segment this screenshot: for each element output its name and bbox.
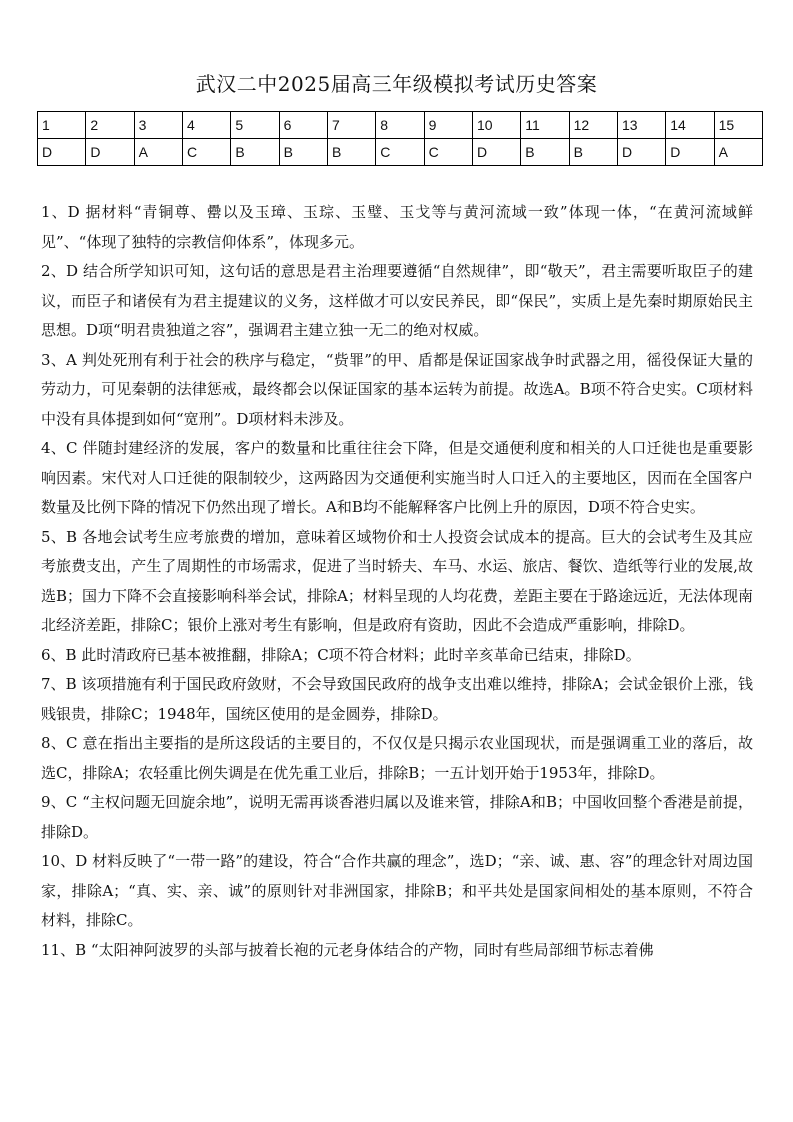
explanation-number: 3、A xyxy=(41,350,77,369)
table-cell: B xyxy=(569,139,617,166)
table-cell: 11 xyxy=(521,112,569,139)
table-cell: B xyxy=(521,139,569,166)
table-cell: B xyxy=(327,139,375,166)
explanations xyxy=(41,198,753,965)
explanation-paragraph xyxy=(41,641,753,671)
table-cell: C xyxy=(376,139,424,166)
explanation-paragraph xyxy=(41,198,753,257)
explanation-text: “太阳神阿波罗的头部与披着长袍的元老身体结合的产物，同时有些局部细节标志着佛 xyxy=(90,940,654,959)
table-cell: 15 xyxy=(714,112,762,139)
table-cell: 4 xyxy=(182,112,230,139)
table-cell: D xyxy=(472,139,520,166)
table-cell: C xyxy=(424,139,472,166)
explanation-number: 9、C xyxy=(41,793,78,811)
page-title: 武汉二中2025届高三年级模拟考试历史答案 xyxy=(195,72,598,96)
table-cell: 8 xyxy=(376,112,424,139)
table-cell: 9 xyxy=(424,112,472,139)
table-cell: A xyxy=(714,139,762,166)
table-cell: D xyxy=(86,139,134,166)
explanation-paragraph xyxy=(41,936,753,966)
explanation-paragraph xyxy=(41,346,753,435)
table-cell: 3 xyxy=(134,112,182,139)
explanation-number: 4、C xyxy=(41,439,78,457)
explanation-number: 1、D xyxy=(41,203,80,221)
table-cell: 6 xyxy=(279,112,327,139)
explanation-paragraph xyxy=(41,523,753,641)
explanation-paragraph xyxy=(41,257,753,346)
explanation-paragraph xyxy=(41,729,753,788)
answer-row xyxy=(38,139,763,166)
explanation-number: 8、C xyxy=(41,734,78,752)
explanation-paragraph xyxy=(41,434,753,523)
explanation-text: 结合所学知识可知，这句话的意思是君主治理要遵循“自然规律”，即“敬天”，君主需要听取臣子的建议，而臣子和诸侯有为君主提建议的义务，这样做才可以安民养民，即“保民”，实质上是先秦时期原始民主思想。D项“明君贵独道之容”，强调君主建立独一无二的绝对权威。 xyxy=(41,262,753,339)
explanation-number: 2、D xyxy=(41,262,78,280)
answer-table xyxy=(37,111,763,166)
table-cell: B xyxy=(231,139,279,166)
explanation-number: 5、B xyxy=(41,527,78,546)
table-cell: 14 xyxy=(666,112,714,139)
table-cell: B xyxy=(279,139,327,166)
explanation-number: 10、D xyxy=(41,852,88,870)
explanation-paragraph xyxy=(41,847,753,936)
table-cell: 2 xyxy=(86,112,134,139)
question-number-row xyxy=(38,112,763,139)
explanation-paragraph xyxy=(41,788,753,847)
explanation-text: 伴随封建经济的发展，客户的数量和比重往往会下降，但是交通便利度和相关的人口迁徙也是重要影响因素。宋代对人口迁徙的限制较少，这两路因为交通便利实施当时人口迁入的主要地区，因而在全国客户数量及比例下降的情况下仍然出现了增长。A和B均不能解释客户比例上升的原因，D项不符合史实。 xyxy=(41,439,753,516)
table-cell: D xyxy=(38,139,86,166)
explanation-number: 11、B xyxy=(41,940,87,959)
explanation-text: 该项措施有利于国民政府敛财，不会导致国民政府的战争支出难以维持，排除A；会试金银价上涨，钱贱银贵，排除C；1948年，国统区使用的是金圆券，排除D。 xyxy=(41,675,753,723)
table-cell: 10 xyxy=(472,112,520,139)
table-cell: 5 xyxy=(231,112,279,139)
table-cell: 7 xyxy=(327,112,375,139)
explanation-text: 材料反映了“一带一路”的建设，符合“合作共赢的理念”，选D；“亲、诚、惠、容”的理念针对周边国家，排除A；“真、实、亲、诚”的原则针对非洲国家，排除B；和平共处是国家间相处的基本原则，不符合材料，排除C。 xyxy=(41,852,753,929)
table-cell: D xyxy=(666,139,714,166)
explanation-text: “主权问题无回旋余地”，说明无需再谈香港归属以及谁来管，排除A和B；中国收回整个香港是前提，排除D。 xyxy=(41,793,753,841)
explanation-text: 各地会试考生应考旅费的增加，意味着区域物价和士人投资会试成本的提高。巨大的会试考生及其应考旅费支出，产生了周期性的市场需求，促进了当时轿夫、车马、水运、旅店、餐饮、造纸等行业的发展,故选B；国力下降不会直接影响科举会试，排除A；材料呈现的人均花费，差距主要在于路途远近，无法体现南北经济差距，排除C；银价上涨对考生有影响，但是政府有资助，因此不会造成严重影响，排除D。 xyxy=(41,527,753,634)
explanation-text: 意在指出主要指的是所这段话的主要目的，不仅仅是只揭示农业国现状，而是强调重工业的落后，故选C，排除A；农轻重比例失调是在优先重工业后，排除B；一五计划开始于1953年，排除D。 xyxy=(41,734,753,782)
explanation-number: 6、B xyxy=(41,645,77,664)
table-cell: 12 xyxy=(569,112,617,139)
table-cell: D xyxy=(617,139,665,166)
table-cell: C xyxy=(182,139,230,166)
table-cell: 1 xyxy=(38,112,86,139)
explanation-text: 此时清政府已基本被推翻，排除A；C项不符合材料；此时辛亥革命已结束，排除D。 xyxy=(81,645,641,664)
table-cell: 13 xyxy=(617,112,665,139)
explanation-text: 判处死刑有利于社会的秩序与稳定，“赀罪”的甲、盾都是保证国家战争时武器之用，徭役保证大量的劳动力，可见秦朝的法律惩戒，最终都会以保证国家的基本运转为前提。故选A。B项不符合史实。C项材料中没有具体提到如何“宽刑”。D项材料未涉及。 xyxy=(41,350,753,428)
explanation-text: 据材料“青铜尊、罍以及玉璋、玉琮、玉璧、玉戈等与黄河流域一致”体现一体，“在黄河流域鲜见”、“体现了独特的宗教信仰体系”，体现多元。 xyxy=(41,203,753,251)
explanation-paragraph xyxy=(41,670,753,729)
explanation-number: 7、B xyxy=(41,675,77,693)
table-cell: A xyxy=(134,139,182,166)
